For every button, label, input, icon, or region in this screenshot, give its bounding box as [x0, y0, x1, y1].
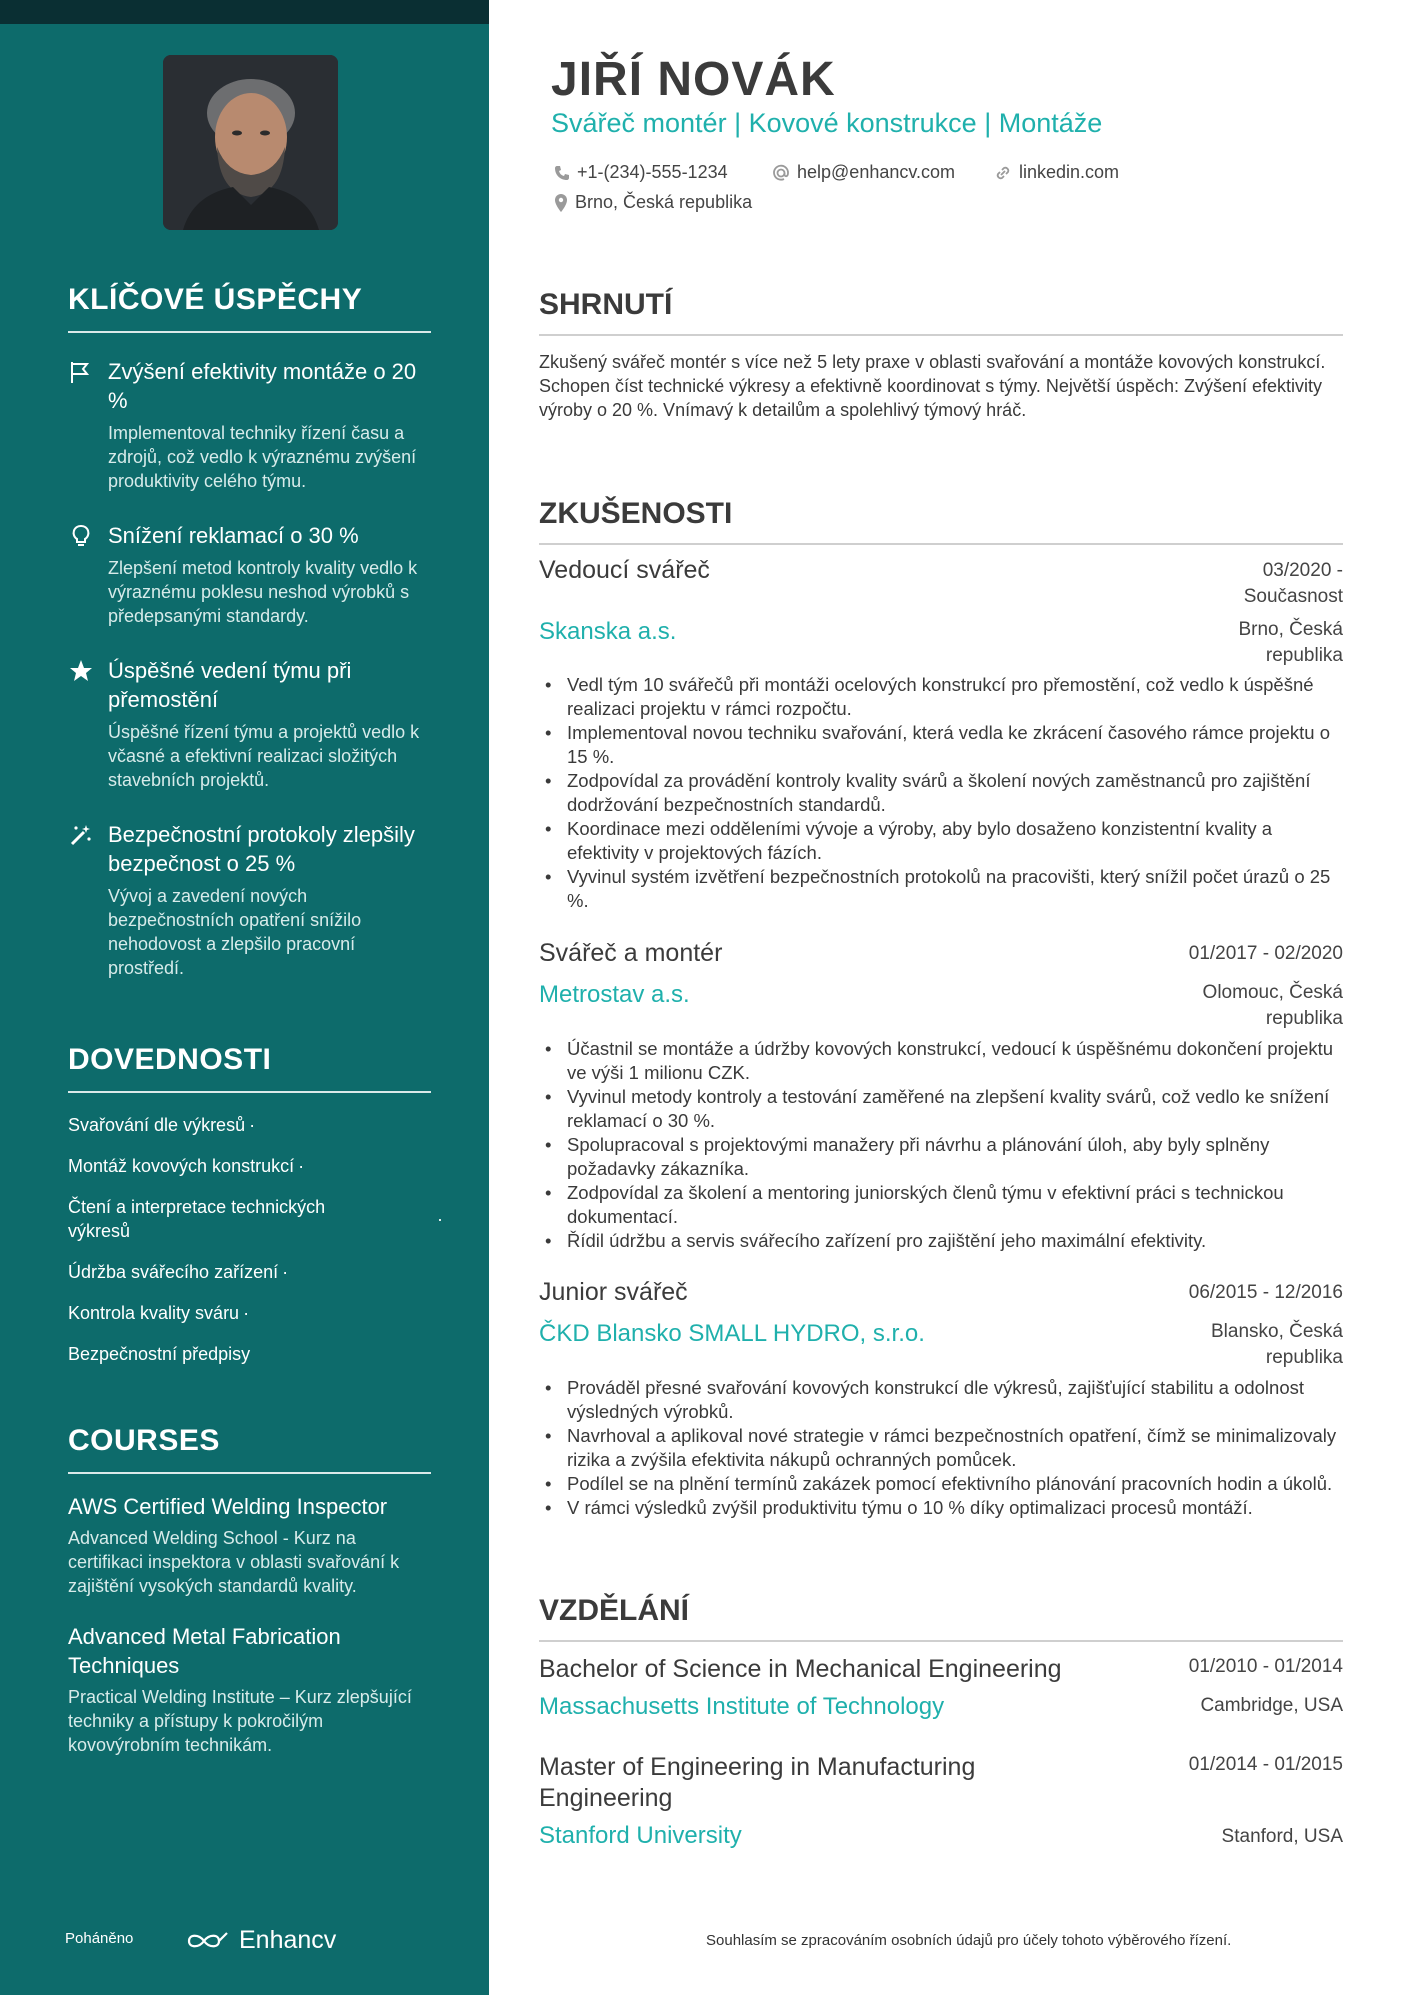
bullet-item: • Koordinace mezi odděleními vývoje a výroby, aby bylo dosaženo konzistentní kvality a efektivity v projektových fázích.	[539, 817, 1343, 865]
bullet-item: • Implementoval novou techniku svařování, která vedla ke zkrácení časového rámce projektu o 15 %.	[539, 721, 1343, 769]
profile-photo	[163, 55, 338, 230]
bullet-item: • Zodpovídal za školení a mentoring juniorských členů týmu v efektivní práci s technickou dokumentací.	[539, 1181, 1343, 1229]
education-school: Massachusetts Institute of Technology	[539, 1693, 945, 1720]
job-company: Metrostav a.s.	[539, 981, 690, 1008]
courses-heading: COURSES	[68, 1424, 431, 1474]
summary-heading: SHRNUTÍ	[539, 288, 1343, 336]
achievement-title: Úspěšné vedení týmu při přemostění	[108, 658, 352, 712]
powered-by-label: Poháněno	[65, 1930, 134, 1947]
link-icon	[993, 163, 1013, 183]
job-entry	[539, 1278, 1343, 1518]
location-contact: Brno, Česká republika	[553, 192, 752, 213]
achievement-desc: Zlepšení metod kontroly kvality vedlo k výraznému poklesu neshod výrobků s předepsanými standardy.	[108, 558, 418, 626]
achievement-item	[68, 656, 431, 792]
brand-name: Enhancv	[239, 1926, 337, 1954]
education-location: Cambridge, USA	[1200, 1695, 1343, 1716]
skills-section	[68, 1043, 443, 1366]
sidebar-top-bar	[0, 0, 489, 24]
job-date: 03/2020 - Současnost	[1243, 560, 1343, 607]
job-date: 01/2017 - 02/2020	[1188, 943, 1343, 964]
courses-section	[68, 1424, 431, 1757]
job-date: 06/2015 - 12/2016	[1188, 1282, 1343, 1303]
star-icon	[68, 658, 94, 684]
bullet-item: • Vyvinul systém izvětření bezpečnostních protokolů na pracovišti, který snížil počet úrazů o 25 %.	[539, 865, 1343, 913]
linkedin-contact[interactable]: linkedin.com	[993, 162, 1119, 183]
course-item	[68, 1492, 431, 1598]
bullet-item: • Vyvinul metody kontroly a testování zaměřené na zlepšení kvality svárů, což vedlo ke snížení reklamací o 30 %.	[539, 1085, 1343, 1133]
skill-item: Kontrola kvality sváru ·	[68, 1303, 250, 1323]
location-pin-icon	[553, 193, 569, 213]
consent-note: Souhlasím se zpracováním osobních údajů pro účely tohoto výběrového řízení.	[706, 1932, 1232, 1949]
summary-text: Zkušený svářeč montér s více než 5 lety praxe v oblasti svařování a montáže kovových konstrukcí. Schopen číst technické výkresy a efektivně koordinovat s týmy. Největší úspěch: Zvýšení efektivity výroby o 20 %. Vnímavý k detailům a spolehlivý týmový hráč.	[539, 352, 1326, 420]
course-title: AWS Certified Welding Inspector	[68, 1494, 388, 1519]
education-date: 01/2014 - 01/2015	[1188, 1754, 1343, 1775]
achievement-item	[68, 357, 431, 493]
achievement-desc: Implementoval techniky řízení času a zdrojů, což vedlo k výraznému zvýšení produktivity celého týmu.	[108, 423, 417, 491]
job-title: Svářeč a montér	[539, 939, 723, 967]
skill-item: Údržba svářecího zařízení ·	[68, 1262, 289, 1282]
phone-contact[interactable]: +1-(234)-555-1234	[553, 162, 728, 183]
bullet-item: • Vedl tým 10 svářečů při montáži ocelových konstrukcí pro přemostění, což vedlo k úspěšné realizaci projektu v rámci rozpočtu.	[539, 673, 1343, 721]
job-bullets	[539, 1376, 1343, 1520]
bullet-item: • Spolupracoval s projektovými manažery při návrhu a plánování úloh, aby byly splněny požadavky zákazníka.	[539, 1133, 1343, 1181]
course-item	[68, 1622, 431, 1757]
achievement-desc: Úspěšné řízení týmu a projektů vedlo k včasné a efektivní realizaci složitých stavebních projektů.	[108, 722, 420, 790]
candidate-title: Svářeč montér | Kovové konstrukce | Montáže	[551, 108, 1103, 138]
achievements-heading: KLÍČOVÉ ÚSPĚCHY	[68, 283, 431, 333]
job-location: Blansko, Česká republika	[1210, 1321, 1343, 1368]
education-location: Stanford, USA	[1221, 1826, 1343, 1847]
job-entry	[539, 939, 1343, 1251]
magic-wand-icon	[68, 822, 94, 848]
job-company: ČKD Blansko SMALL HYDRO, s.r.o.	[539, 1320, 925, 1347]
job-company: Skanska a.s.	[539, 618, 677, 645]
sidebar	[0, 0, 489, 1995]
job-location: Brno, Česká republika	[1238, 619, 1343, 666]
bullet-item: • Zodpovídal za provádění kontroly kvality svárů a školení nových zaměstnanců pro zajištění dodržování bezpečnostních standardů.	[539, 769, 1343, 817]
achievement-title: Bezpečnostní protokoly zlepšily bezpečnost o 25 %	[108, 822, 415, 876]
education-item	[539, 1752, 1343, 1850]
achievement-title: Snížení reklamací o 30 %	[108, 523, 359, 548]
enhancv-logo[interactable]	[185, 1926, 336, 1955]
skill-item: Čtení a interpretace technických výkresů ·	[68, 1197, 443, 1241]
bullet-item: • V rámci výsledků zvýšil produktivitu týmu o 10 % díky optimalizaci procesů montáží.	[539, 1496, 1343, 1520]
achievement-title: Zvýšení efektivity montáže o 20 %	[108, 359, 417, 413]
flag-icon	[68, 359, 94, 385]
at-icon	[771, 163, 791, 183]
experience-heading: ZKUŠENOSTI	[539, 497, 1343, 545]
enhancv-infinity-icon	[185, 1930, 231, 1952]
candidate-name: JIŘÍ NOVÁK	[551, 53, 836, 106]
bullet-item: • Prováděl přesné svařování kovových konstrukcí dle výkresů, zajišťující stabilitu a odolnost výsledných výrobků.	[539, 1376, 1343, 1424]
phone-icon	[553, 164, 571, 182]
achievement-item	[68, 521, 431, 628]
job-bullets	[539, 673, 1343, 913]
email-contact[interactable]: help@enhancv.com	[771, 162, 955, 183]
job-title: Vedoucí svářeč	[539, 556, 710, 584]
job-location: Olomouc, Česká republika	[1202, 982, 1343, 1029]
course-desc: Practical Welding Institute – Kurz zlepšující techniky a přístupy k pokročilým kovovýrobním technikám.	[68, 1687, 412, 1755]
education-school: Stanford University	[539, 1822, 742, 1849]
education-heading: VZDĚLÁNÍ	[539, 1594, 1343, 1642]
skill-item: Montáž kovových konstrukcí ·	[68, 1156, 305, 1176]
course-desc: Advanced Welding School - Kurz na certifikaci inspektora v oblasti svařování k zajištění vysokých standardů kvality.	[68, 1528, 400, 1596]
bullet-item: • Účastnil se montáže a údržby kovových konstrukcí, vedoucí k úspěšnému dokončení projektu ve výši 1 milionu CZK.	[539, 1037, 1343, 1085]
course-title: Advanced Metal Fabrication Techniques	[68, 1624, 341, 1678]
education-degree: Bachelor of Science in Mechanical Engineering	[539, 1655, 1062, 1683]
achievement-item	[68, 820, 431, 980]
job-bullets	[539, 1037, 1343, 1253]
bullet-item: • Podílel se na plnění termínů zakázek pomocí efektivního plánování pracovních hodin a úkolů.	[539, 1472, 1343, 1496]
achievements-section	[68, 283, 431, 980]
education-degree: Master of Engineering in Manufacturing Engineering	[539, 1753, 976, 1812]
bullet-item: • Navrhoval a aplikoval nové strategie v rámci bezpečnostních opatření, čímž se minimalizovaly rizika a zvýšila efektivita nákupů ochranných pomůcek.	[539, 1424, 1343, 1472]
skill-item: Svařování dle výkresů ·	[68, 1115, 256, 1135]
education-item	[539, 1654, 1343, 1721]
job-entry	[539, 556, 1343, 911]
job-title: Junior svářeč	[539, 1278, 688, 1306]
skills-heading: DOVEDNOSTI	[68, 1043, 431, 1093]
achievement-desc: Vývoj a zavedení nových bezpečnostních opatření snížilo nehodovost a zlepšilo pracovní prostředí.	[108, 886, 362, 978]
lightbulb-icon	[68, 523, 94, 549]
skill-item: Bezpečnostní předpisy	[68, 1344, 251, 1364]
bullet-item: • Řídil údržbu a servis svářecího zařízení pro zajištění jeho maximální efektivity.	[539, 1229, 1343, 1253]
education-date: 01/2010 - 01/2014	[1188, 1656, 1343, 1677]
